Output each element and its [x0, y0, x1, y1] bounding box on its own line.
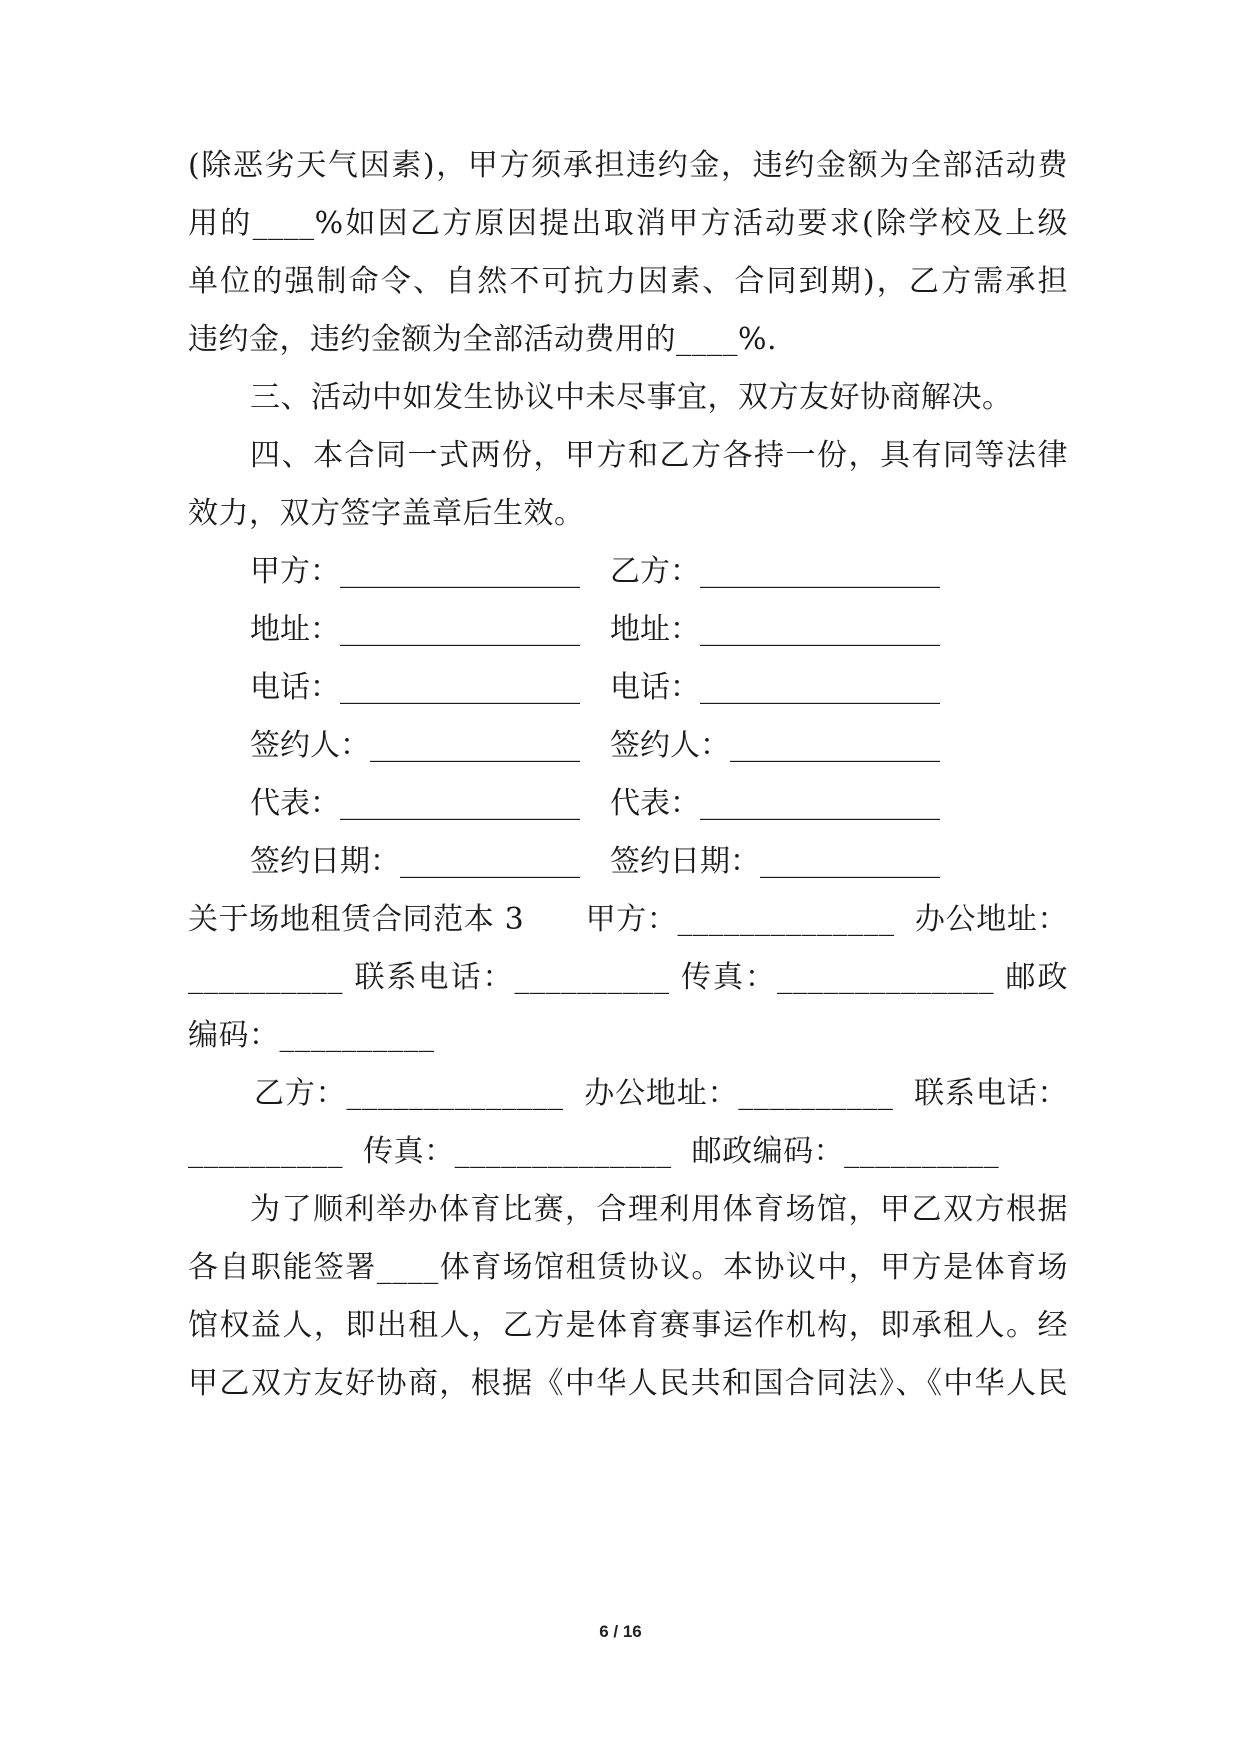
- signature-left: 电话：________________: [250, 670, 580, 705]
- paragraph-line: 为了顺利举办体育比赛，合理利用体育场馆，甲乙双方根据: [250, 1192, 1068, 1227]
- signature-row: [250, 784, 940, 824]
- signature-right: 地址：________________: [610, 612, 940, 647]
- signature-left: 代表：________________: [250, 786, 580, 821]
- paragraph-line: (除恶劣天气因素)，甲方须承担违约金，违约金额为全部活动费: [188, 148, 1068, 183]
- signature-left: 甲方：________________: [250, 554, 580, 589]
- signature-row: [250, 726, 940, 766]
- paragraph-line: 馆权益人，即出租人，乙方是体育赛事运作机构，即承租人。经: [188, 1308, 1068, 1343]
- paragraph-line: 乙方：______________ 办公地址：__________ 联系电话：: [254, 1076, 1068, 1111]
- paragraph-line: __________ 传真：______________ 邮政编码：__________: [188, 1134, 1000, 1169]
- paragraph-line: 三、活动中如发生协议中未尽事宜，双方友好协商解决。: [250, 380, 1013, 415]
- signature-row: [250, 552, 940, 592]
- signature-row: [250, 842, 940, 882]
- signature-row: [250, 610, 940, 650]
- signature-right: 代表：________________: [610, 786, 940, 821]
- signature-left: 地址：________________: [250, 612, 580, 647]
- signature-row: [250, 668, 940, 708]
- paragraph-line: 甲乙双方友好协商，根据《中华人民共和国合同法》、《中华人民: [188, 1366, 1068, 1401]
- signature-left: 签约人：______________: [250, 728, 580, 763]
- signature-right: 电话：________________: [610, 670, 940, 705]
- paragraph-line: __________ 联系电话：__________ 传真：______________ 邮政: [188, 960, 1068, 995]
- paragraph-line: 各自职能签署____体育场馆租赁协议。本协议中，甲方是体育场: [188, 1250, 1068, 1285]
- signature-left: 签约日期：____________: [250, 844, 580, 879]
- section-heading-line: 关于场地租赁合同范本 3 甲方：______________ 办公地址：: [188, 902, 1068, 937]
- signature-right: 签约人：______________: [610, 728, 940, 763]
- signature-right: 签约日期：____________: [610, 844, 940, 879]
- paragraph-line: 用的____%如因乙方原因提出取消甲方活动要求(除学校及上级: [188, 206, 1068, 241]
- paragraph-line: 效力，双方签字盖章后生效。: [188, 496, 585, 531]
- paragraph-line: 编码：__________: [188, 1018, 435, 1053]
- paragraph-line: 四、本合同一式两份，甲方和乙方各持一份，具有同等法律: [250, 438, 1068, 473]
- paragraph-line: 单位的强制命令、自然不可抗力因素、合同到期)，乙方需承担: [188, 264, 1068, 299]
- signature-right: 乙方：________________: [610, 554, 940, 589]
- paragraph-line: 违约金，违约金额为全部活动费用的____%.: [188, 322, 778, 357]
- page-number: 6 / 16: [599, 1622, 642, 1641]
